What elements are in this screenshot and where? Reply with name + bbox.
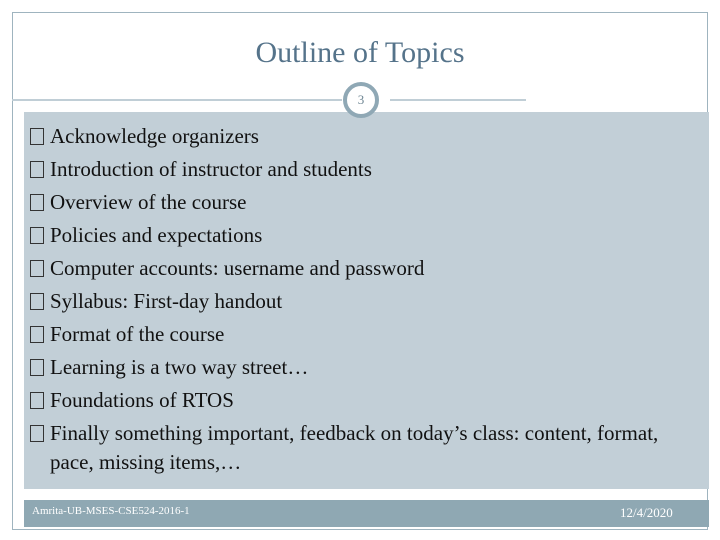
list-item bbox=[30, 153, 700, 186]
checkbox-bullet-icon bbox=[30, 227, 44, 244]
list-item bbox=[30, 219, 700, 252]
topic-list bbox=[30, 120, 700, 477]
page-number-badge: 3 bbox=[343, 82, 379, 118]
topic-text: Policies and expectations bbox=[50, 223, 263, 247]
checkbox-bullet-icon bbox=[30, 260, 44, 277]
list-item bbox=[30, 252, 700, 285]
footer-course-code: Amrita-UB-MSES-CSE524-2016-1 bbox=[32, 505, 190, 517]
list-item bbox=[30, 417, 700, 477]
slide-title: Outline of Topics bbox=[255, 36, 465, 69]
checkbox-bullet-icon bbox=[30, 194, 44, 211]
checkbox-bullet-icon bbox=[30, 161, 44, 178]
topic-text: Syllabus: First-day handout bbox=[50, 289, 283, 313]
list-item bbox=[30, 384, 700, 417]
list-item bbox=[30, 285, 700, 318]
list-item bbox=[30, 120, 700, 153]
list-item bbox=[30, 318, 700, 351]
topic-text: Overview of the course bbox=[50, 190, 247, 214]
checkbox-bullet-icon bbox=[30, 293, 44, 310]
topic-text: Foundations of RTOS bbox=[50, 388, 234, 412]
topic-text: Learning is a two way street… bbox=[50, 355, 309, 379]
topic-text: Computer accounts: username and password bbox=[50, 256, 425, 280]
topic-text: Format of the course bbox=[50, 322, 225, 346]
checkbox-bullet-icon bbox=[30, 128, 44, 145]
footer-date: 12/4/2020 bbox=[620, 505, 673, 520]
title-divider-left bbox=[12, 99, 342, 101]
list-item bbox=[30, 351, 700, 384]
checkbox-bullet-icon bbox=[30, 392, 44, 409]
checkbox-bullet-icon bbox=[30, 326, 44, 343]
topic-text: Acknowledge organizers bbox=[50, 124, 259, 148]
topic-text: Introduction of instructor and students bbox=[50, 157, 372, 181]
list-item bbox=[30, 186, 700, 219]
title-divider-right bbox=[390, 99, 526, 101]
checkbox-bullet-icon bbox=[30, 425, 44, 442]
topic-text: Finally something important, feedback on today’s class: content, format, pace, missing items,… bbox=[50, 421, 659, 474]
checkbox-bullet-icon bbox=[30, 359, 44, 376]
